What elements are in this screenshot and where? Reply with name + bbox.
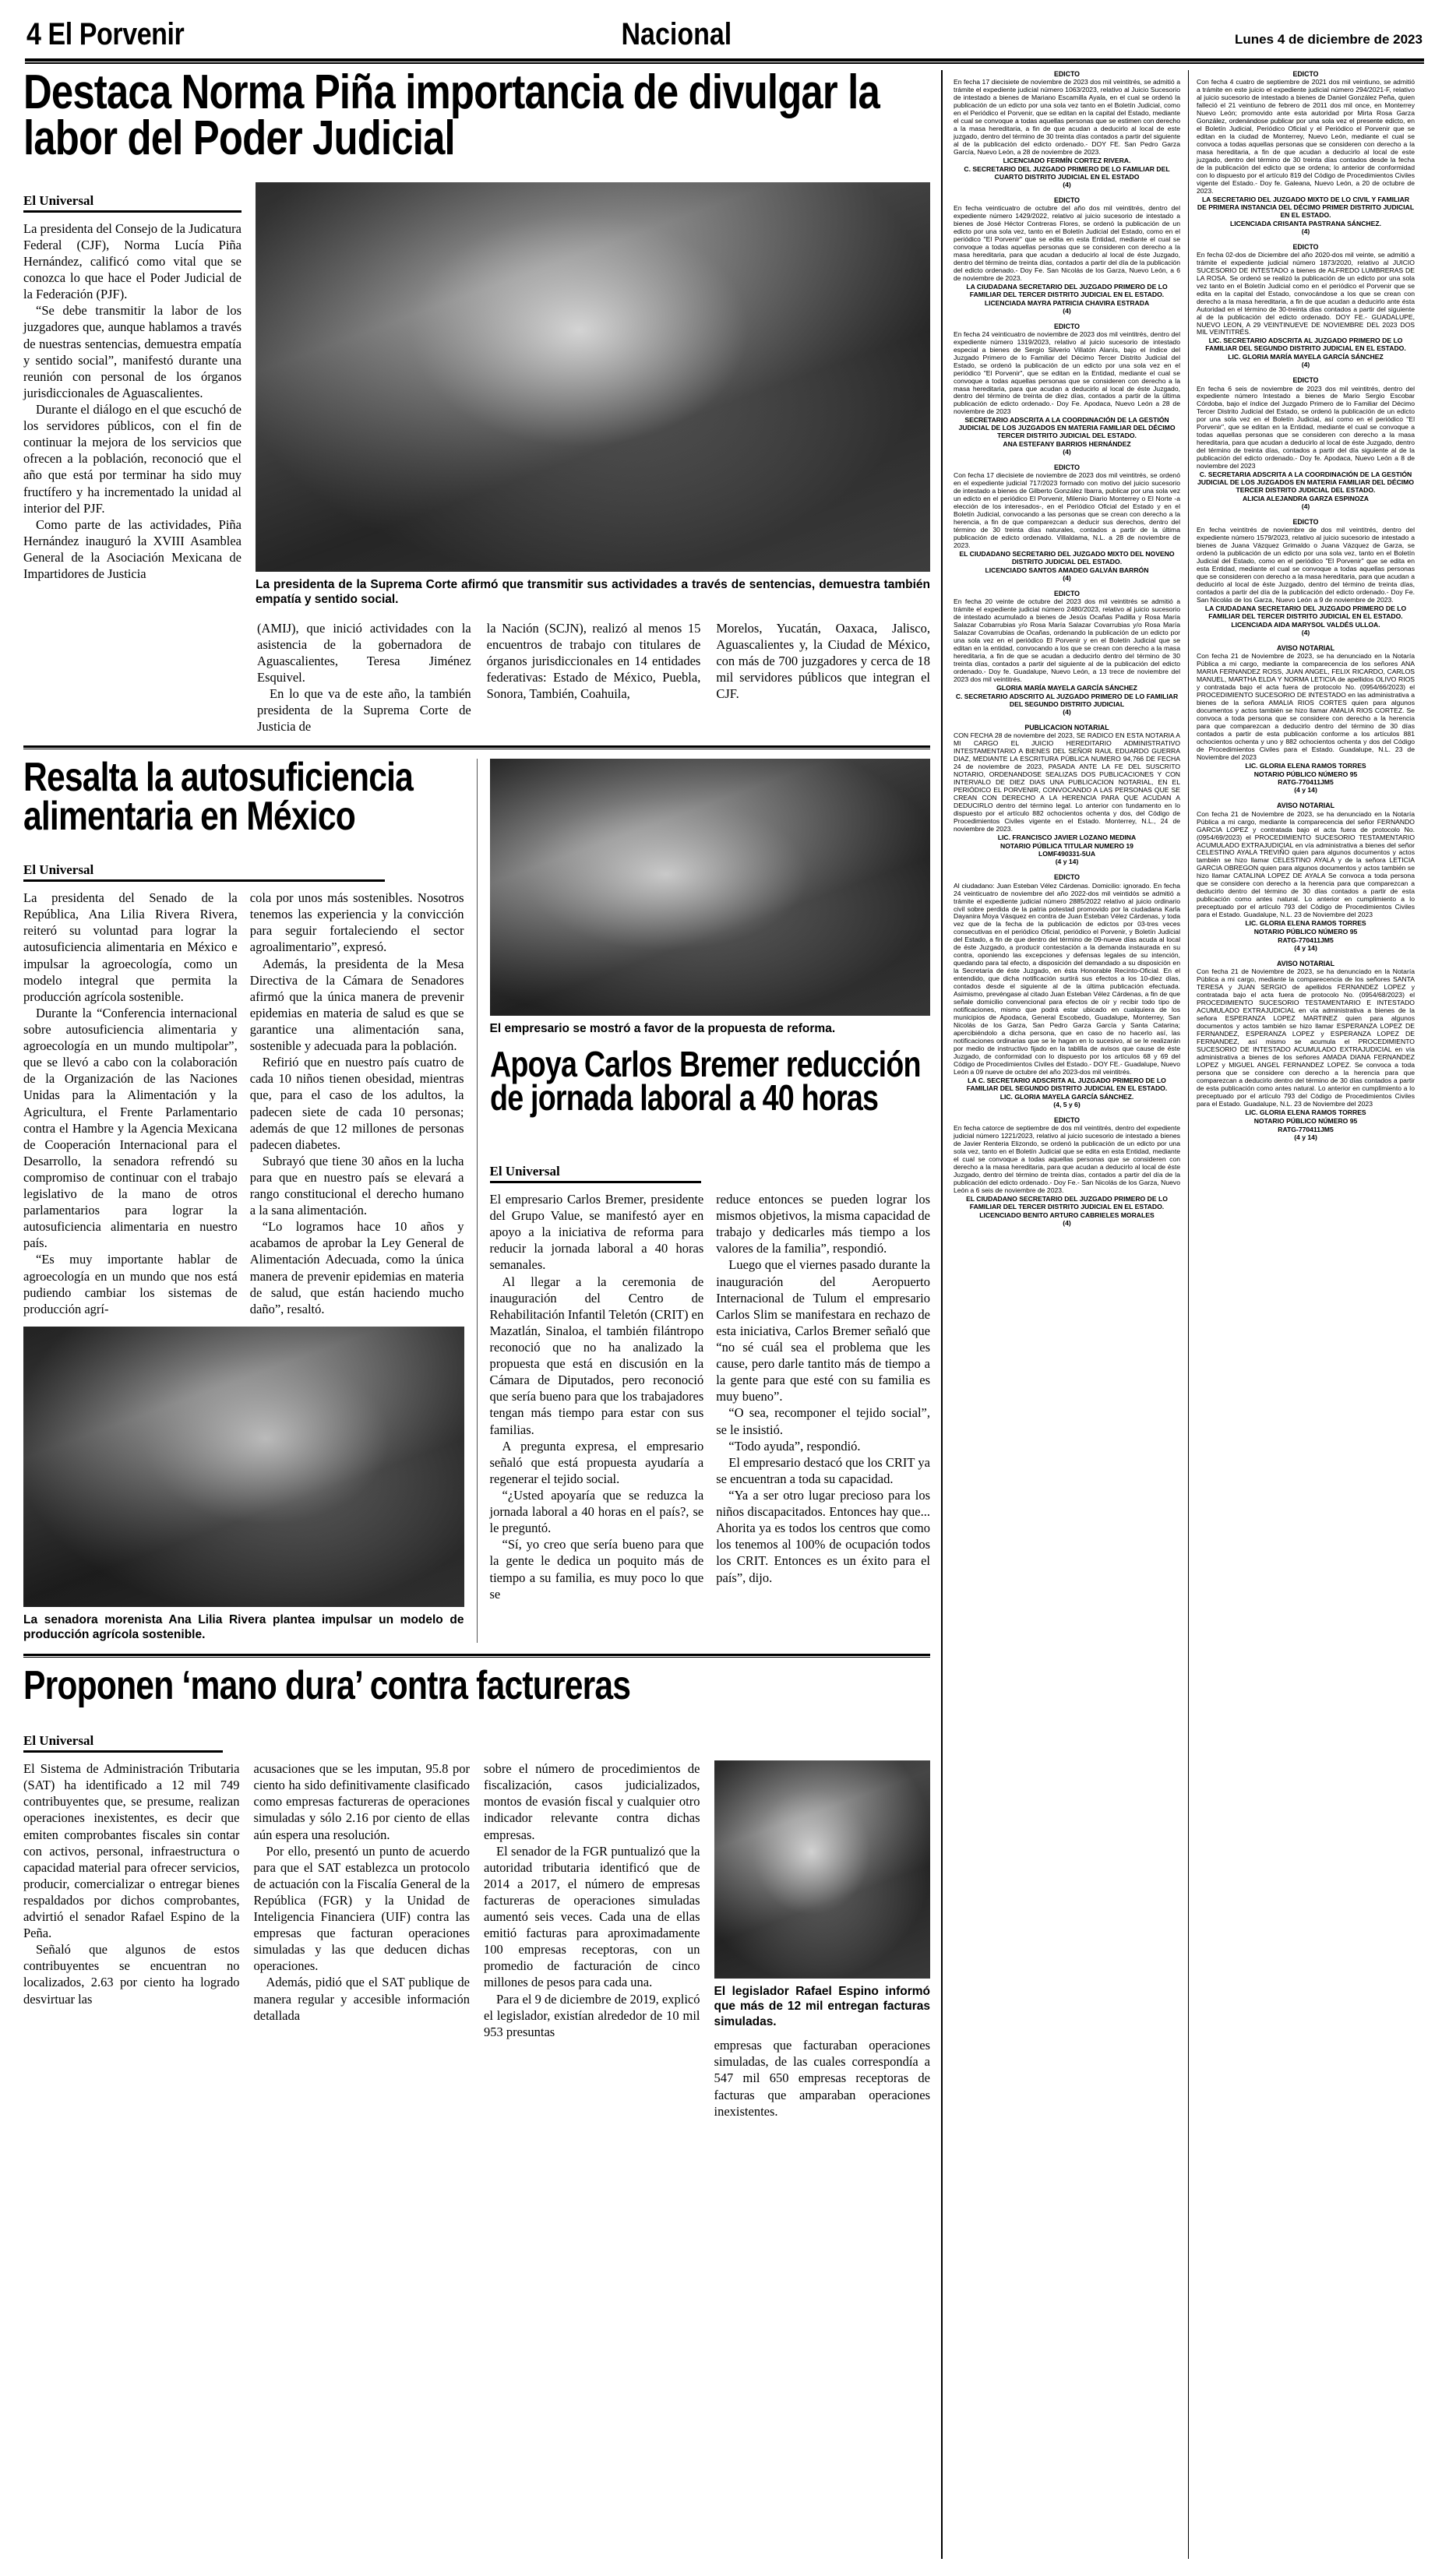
paragraph: El Sistema de Administración Tributaria (SAT) ha identificado a 12 mil 749 contribuyentes que, se presume, realizan operaciones inexistentes, es decir que emiten comprobantes fiscales sin contar con activos, personal, infraestructura o capacidad material para ofrecer servicios, producir, comercializar o entregar bienes respaldados por dichos comprobantes, advirtió el senador Rafael Espino de la Peña. (23, 1761, 240, 1941)
edict-notice (954, 724, 1180, 867)
article-alimentaria-col1 (23, 890, 238, 1317)
edict-title: EDICTO (1053, 463, 1081, 472)
paragraph: Luego que el viernes pasado durante la inauguración del Aeropuerto Internacional de Tulum el empresario Carlos Slim se manifestara en rechazo de esta iniciativa, Carlos Bremer señaló que “no sé cuál sea el problema que les cause, pero darle tantito más de tiempo a la gente para que esté con su familia es muy bueno”. (716, 1257, 930, 1404)
edict-notice (954, 463, 1180, 583)
edict-column-1 (954, 70, 1180, 2559)
edict-body: CON FECHA 28 de noviembre del 2023, SE RADICO EN ESTA NOTARIA A MI CARGO EL JUICIO HEREDITARIO ADMINISTRATIVO INTESTAMENTARIO A BIENES DEL SEÑOR RAUL EDUARDO GUERRA DIAZ, MEDIANTE LA ESCRITURA PÚBLICA NUMERO 94,766 DE FECHA 24 de noviembre de 2023, PASADA ANTE LA FE DEL SUSCRITO NOTARIO, ORDENANDOSE SEALIZAS DOS PUBLICACIONES Y CON INTERVALO DE DIEZ DIAS UNA PUBLICACION NOTARIAL, EN EL PERIÓDICO EL PORVENIR, CONVOCANDO A LAS PERSONAS QUE SE CREAN CON DERECHO A LA HERENCIA PARA QUE ACUDAN A DEDUCIRLO dentro del término legal. Lo anterior con fundamento en lo dispuesto por el artículo 882 ochocientos ochenta y dos, del Código de Procedimientos Civiles vigente en el Estado. Monterrey, N.L., 24 de noviembre de 2023. (954, 731, 1180, 833)
edict-signature: LICENCIADA CRISANTA PASTRANA SÁNCHEZ. (1230, 219, 1381, 227)
paragraph: sobre el número de procedimientos de fiscalización, casos judicializados, montos de evasión fiscal y cualquier otro indicador relevante contra dichas empresas. (484, 1761, 700, 1842)
edict-title: EDICTO (1053, 590, 1081, 597)
edict-body: Con fecha 17 diecisiete de noviembre de 2023 dos mil veintitrés, se ordenó en el expediente judicial 717/2023 formado con motivo del juicio sucesorio de intestado a bienes de Gilberto González Ibarra, publicar por una sola vez un edicto en el periódico El Porvenir, Milenio Diario Monterrey o El Norte -a elección de los interesados-, en el Periódico Oficial del Estado y en el Boletín Judicial, convocando a las personas que se crean con derecho a la herencia, a fin de que comparezcan a deducir sus derechos, dentro del término de 30 treinta días naturales, contados a partir de la última publicación de edicto ordenado. Villaldama, N.L. a 28 de noviembre de 2023. (954, 471, 1180, 550)
paragraph: “O sea, recomponer el tejido social”, se le insistió. (716, 1405, 930, 1437)
edict-number: (4) (1063, 1218, 1071, 1227)
edict-notice (954, 590, 1180, 717)
paragraph: la Nación (SCJN), realizó al menos 15 encuentros de trabajo con titulares de órganos jurisdiccionales en 14 entidades federativas: Estado de México, Puebla, Sonora, También, Coahuila, (486, 620, 701, 701)
paragraph: El senador de la FGR puntualizó que la autoridad tributaria identificó que de 2014 a 2017, el número de empresas factureras de operaciones simuladas aumentó seis veces. Cada una de ellas emitió facturas para aproximadamente 100 empresas receptoras, con un promedio de facturación de cinco millones de pesos para cada una. (484, 1843, 700, 1990)
article-facturera-caption: El legislador Rafael Espino informó que más de 12 mil entregan facturas simuladas. (714, 1985, 930, 2028)
edict-body: Con fecha 21 de Noviembre de 2023, se ha denunciado en la Notaría Pública a mi cargo, mediante la comparecencia de los señores ANA MARIA FERNANDEZ ROSS, JUAN ANGEL, FELIX RICARDO, CARLOS MANUEL, MARTHA ELDA Y NORMA LETICIA de apellidos OLIVO RIOS y contratada bajo el acta fuera de protocolo No. (0954/66/2023) el PROCEDIMIENTO SUCESORIO DE INTESTADO en las administrativa a bienes de la señora AMALIA RIOS CORTES quien para algunos documentos y actos también se hizo llamar AMALIA RIOS CORTEZ. Se convoca a toda persona que se considere con derecho a la herencia para que comparezcan a deducirlo dentro del término de 30 días contados a partir de esta publicación conforme a los artículos 881 ochocientos ochenta y uno y 882 ochocientos ochenta y dos del Código de Procedimientos Civiles para el Estado. Guadalupe, N.L. 23 de Noviembre del 2023 (1197, 651, 1415, 761)
edict-signature: NOTARIO PÚBLICO NÚMERO 95 (1253, 770, 1358, 778)
paragraph: Para el 9 de diciembre de 2019, explicó el legislador, existían alrededor de 10 mil 953 presuntas (484, 1991, 700, 2039)
edict-title: AVISO NOTARIAL (1277, 643, 1334, 652)
paragraph: empresas que facturaban operaciones simuladas, de las cuales correspondía a 547 mil 650 empresas receptoras de facturas que amparaban operaciones inexistentes. (714, 2038, 930, 2119)
paragraph: Refirió que en nuestro país cuatro de cada 10 niños tienen obesidad, mientras que, para el caso de los adultos, la padecen siete de cada 10 personas; además de que 12 millones de personas padecen diabetes. (249, 1055, 464, 1152)
article-pina-col4 (716, 620, 930, 735)
paragraph: El empresario destacó que los CRIT ya se encuentran a toda su capacidad. (716, 1454, 930, 1486)
edict-body: Con fecha 21 de Noviembre de 2023, se ha denunciado en la Notaría Pública a mi cargo, mediante la comparecencia de los señores SANTA TERESA y JUAN SERGIO de apellidos FERNANDEZ LOPEZ y contratada bajo el acta fuera de protocolo No. (0954/68/2023) el PROCEDIMIENTO SUCESORIO TESTAMENTARIO E INTESTADO ACUMULADO EXTRAJUDICIAL en vía administrativa a bienes de la señora ESPERANZA LOPEZ MARTINEZ quien para algunos documentos y actos también se hizo llamar ESPERANZA LOPEZ DE FERNANDEZ, ESPERANZA LOPEZ y ESPERANZA LOPEZ DE FERNANDEZ, así mismo se acumula el PROCEDIMIENTO SUCESORIO DE INTESTADO ACUMULADO EXTRAJUDICIAL en vía administrativa a bienes de los señores AMADA DIANA FERNANDEZ LOPEZ y MIGUEL ANGEL FERNANDEZ LOPEZ. Se convoca a toda persona que se considere con derecho a la herencia para que comparezcan a deducirlo dentro del término de 30 días contados a partir de esta publicación como antes natural. Lo anterior en cumplimiento a lo preceptuado por el artículo 793 del Código de Procedimientos Civiles para el Estado. Guadalupe, N.L. 23 de Noviembre del 2023 (1197, 967, 1415, 1108)
edict-signature: EL CIUDADANO SECRETARIO DEL JUZGADO MIXTO DEL NOVENO DISTRITO JUDICIAL DEL ESTADO. (959, 550, 1175, 566)
paragraph: Por ello, presentó un punto de acuerdo para que el SAT establezca un protocolo de actuación con la Fiscalía General de la República (FGR) y la Unidad de Inteligencia Financiera (UIF) contra las empresas que facturan operaciones simuladas y las que deducen dichas operaciones. (253, 1843, 470, 1974)
edict-body: En fecha veintitrés de noviembre de dos mil veintitrés, dentro del expediente número 1579/2023, relativo al juicio sucesorio de intestado a bienes de Juana Vázquez Grimaldo o Juana Vázquez de Garza, se ordenó la publicación de un edicto por una sola vez, tanto en el Boletín Judicial del Estado, como en el periódico "El Porvenir" que se edita en esta Entidad, mediante el cual se convoque a todas aquellas personas que se consideren con derecho a la masa hereditaria, para que acudan a deducirlo al local de éste Juzgado, dentro del término de treinta días, contados a partir del día de la publicación del edicto ordenado.- Doy Fe. San Nicolás de los Garza, Nuevo León a 9 de noviembre de 2023. (1197, 526, 1415, 604)
edict-body: En fecha 17 diecisiete de noviembre de 2023 dos mil veintitrés, se admitió a trámite el expediente judicial número 1063/2023, relativo al Juicio Sucesorio de intestado a bienes de Mariano Escamilla Ayala, en el cual se ordenó la publicación de un edicto por una sola vez tanto en el Boletín Judicial, como en el Periódico el Porvenir, que se editan en la capital del Estado, mediante el cual se convoque a todas aquellas personas que se estimen con derecho a la masa hereditaria, a fin de que acudan a deducirlo al local de este juzgado, dentro del término de 30 treinta días contados a partir del siguiente al de la publicación del edicto ordenado.- DOY FE. San Pedro Garza García, Nuevo León, a 28 de noviembre de 2023. (954, 78, 1180, 156)
paragraph: En lo que va de este año, la también presidenta de la Suprema Corte de Justicia de (257, 685, 471, 735)
edict-signature: C. SECRETARIO ADSCRITO AL JUZGADO PRIMERO DE LO FAMILIAR DEL SEGUNDO DISTRITO JUDICIAL (955, 692, 1179, 708)
section-title: Nacional (621, 17, 732, 51)
paragraph: Durante la “Conferencia internacional sobre autosuficiencia alimentaria y agroecología en un mundo multipolar”, que se llevó a cabo con la colaboración de la Organización de las Naciones Unidas para la Alimentación y la Agricultura, el Frente Parlamentario contra el Hambre y la Agencia Mexicana de Cooperación Internacional para el Desarrollo, la senadora refrendó su compromiso de continuar con el trabajo legislativo de la mano de otros parlamentarios para lograr la autosuficiencia alimentaria en nuestro país. (23, 1005, 238, 1251)
article-bremer-col2 (716, 1191, 930, 1602)
article-bremer-col1 (490, 1191, 704, 1602)
article-bremer-photo (490, 759, 931, 1016)
edict-notice (954, 873, 1180, 1108)
edict-signature: LIC. GLORIA ELENA RAMOS TORRES (1245, 1108, 1366, 1116)
edict-number: (4) (1063, 180, 1071, 189)
edict-notice (1197, 644, 1415, 795)
edict-title: EDICTO (1053, 196, 1081, 204)
edict-number: (4) (1063, 448, 1071, 456)
article-alimentaria-caption: La senadora morenista Ana Lilia Rivera plantea impulsar un modelo de producción agrícola sostenible. (23, 1612, 464, 1642)
article-pina (23, 65, 931, 735)
article-facturera-photo (714, 1760, 931, 1979)
paragraph: Al llegar a la ceremonia de inauguración del Centro de Rehabilitación Infantil Teletón (CRIT) en Mazatlán, Sinaloa, el también filántropo reconoció que no ha analizado la propuesta que está en discusión en la Cámara de Diputados, pero reconoció que sería bueno para que los trabajadores tengan más tiempo para estar con sus familias. (489, 1274, 704, 1437)
edict-notice (1197, 960, 1415, 1142)
edict-title: EDICTO (1053, 70, 1081, 78)
paragraph: (AMIJ), que inició actividades con la asistencia de la gobernadora de Aguascalientes, Teresa Jiménez Esquivel. (257, 620, 471, 685)
edict-signature: LICENCIADO SANTOS AMADEO GALVÁN BARRÓN (985, 566, 1149, 575)
paragraph: Como parte de las actividades, Piña Hernández inauguró la XVIII Asamblea General de la Asociación Mexicana de Impartidores de Justicia (23, 516, 242, 582)
section-separator-2 (23, 1654, 930, 1658)
edict-signature: LIC. GLORIA ELENA RAMOS TORRES (1245, 919, 1366, 928)
paragraph: Además, la presidenta de la Mesa Directiva de la Cámara de Senadores afirmó que la única manera de prevenir epidemias en materia de salud es que se garantice una alimentación sana, sostenible y adecuada para la población. (249, 956, 464, 1054)
article-bremer-byline: El Universal (490, 1164, 701, 1183)
article-alimentaria (23, 755, 464, 1642)
edict-signature: GLORIA MARÍA MAYELA GARCÍA SÁNCHEZ (996, 683, 1137, 692)
edict-number: (4 y 14) (1055, 858, 1079, 866)
edict-signature: LICENCIADA MAYRA PATRICIA CHAVIRA ESTRADA (984, 298, 1150, 307)
article-bremer-caption: El empresario se mostró a favor de la propuesta de reforma. (489, 1022, 836, 1036)
edict-number: (4, 5 y 6) (1053, 1100, 1081, 1108)
edict-title: EDICTO (1292, 242, 1319, 251)
article-facturera-col4 (714, 2037, 931, 2120)
edict-notice (954, 1116, 1180, 1228)
paragraph: “Lo logramos hace 10 años y acabamos de aprobar la Ley General de Alimentación Adecuada, como la única manera de prevenir epidemias en materia de salud, que están haciendo mucho daño”, resaltó. (249, 1219, 464, 1316)
edict-notice (1197, 802, 1415, 953)
edict-signature: LA CIUDADANA SECRETARIO DEL JUZGADO PRIMERO DE LO FAMILIAR DEL TERCER DISTRITO JUDICIAL EN EL ESTADO. (966, 282, 1168, 298)
edict-notice (1197, 243, 1415, 370)
edict-body: Con fecha 21 de Noviembre de 2023, se ha denunciado en la Notaría Pública a mi cargo, mediante la comparecencia del señor FERNANDO GARCIA LOPEZ y contratada bajo el acta fuera de protocolo No. (0954/69/2023) el PROCEDIMIENTO SUCESORIO TESTAMENTARIO ACUMULADO EXTRAJUDICIAL en vía administrativa a bienes del señor CELESTINO AYALA TREVIÑO quien para algunos documentos y actos también se hizo llamar CELESTINO AYALA y de la señora LETICIA GARCIA OBREGON quien para algunos documentos y actos también se hizo llamar CATALINA LOPEZ DE AYALA Se convoca a toda persona que se considere con derecho a la herencia para que comparezcan a deducirlo dentro del término de 30 días contados a partir de esta publicación como antes natural. Lo anterior en cumplimiento a lo preceptuado por el artículo 793 del Código de Procedimientos Civiles para el Estado. Guadalupe, N.L. 23 de Noviembre del 2023 (1197, 809, 1415, 919)
edict-number: (4) (1301, 628, 1310, 636)
section-separator (23, 745, 930, 749)
edict-number: (4 y 14) (1294, 786, 1317, 795)
edict-title: EDICTO (1053, 873, 1081, 882)
paragraph: “Es muy importante hablar de agroecología en un mundo que nos está pudiendo cambiar los sistemas de producción agrí- (23, 1252, 238, 1316)
edict-body: En fecha 02-dos de Diciembre del año 2020-dos mil veinte, se admitió a trámite el expediente judicial número 1873/2020, relativo al JUICIO SUCESORIO DE INTESTADO a bienes de ALFREDO LUMBRERAS DE LA ROSA. Se ordenó se realizó la publicación de un edicto por una sola vez tanto en el Boletín Judicial como en el periódico el Porvenir que se edita en la capital del Estado, convocándose a los que se crean con derecho a la masa hereditaria, a fin de que acudan a deducirlo ante ésta Autoridad en el término de 30-treinta días contados a partir del siguiente al de la publicación del edicto ordenado. DOY FE.- GUADALUPE, NUEVO LEON, A 29 VEINTINUEVE DE NOVIEMBRE DEL 2023 DOS MIL VEINTITRÉS. (1197, 250, 1415, 337)
edict-number: (4) (1301, 361, 1310, 369)
edict-number: (4) (1063, 306, 1071, 315)
article-pina-col1 (23, 220, 242, 582)
edict-number: (4) (1063, 574, 1071, 583)
edict-number: (4 y 14) (1294, 1133, 1317, 1141)
edict-body: En fecha 20 veinte de octubre del 2023 dos mil veintitrés se admitió a trámite el expediente judicial número 2480/2023, relativo al juicio sucesorio de intestado acumulado a bienes de Jesús Ocañas Padilla y Rosa María Salazar Cobarrubias y/o Rosa María Salazar Covarrubias y/o Rosa María Salazar Covarrubias de Ocañas, ordenando la publicación de un edicto por una sola vez en el periódico El Porvenir y en el Boletín Judicial que se editan en la entidad, convocando a los que se crean con derecho a la masa hereditaria, a fin de que se acudan a deducirlo dentro del término de 30 treinta días, contados a partir del siguiente al de la publicación del edicto ordenado.- Doy fe. Guadalupe, Nuevo León, a 13 trece de noviembre del 2023 dos mil veintitrés. (954, 597, 1180, 683)
paragraph: reduce entonces se pueden lograr los mismos objetivos, la misma capacidad de trabajo y dedicarles más tiempo a los valores de la familia”, respondió. (716, 1192, 930, 1256)
edict-notice (954, 196, 1180, 315)
paragraph: Morelos, Yucatán, Oaxaca, Jalisco, Aguascalientes y, la Ciudad de México, con más de 700 juzgadores y cerca de 18 mil servidores públicos que integran el CJF. (716, 620, 931, 701)
edict-signature: NOTARIO PÚBLICA TITULAR NUMERO 19 (1000, 841, 1133, 850)
edict-signature: C. SECRETARIO DEL JUZGADO PRIMERO DE LO FAMILIAR DEL CUARTO DISTRITO JUDICIAL EN EL ESTADO (964, 164, 1170, 181)
edict-number: (4) (1301, 227, 1310, 235)
edict-signature: RATG-770411JM5 (1278, 778, 1334, 787)
page-body (23, 65, 1426, 2559)
edict-signature: LA SECRETARIO DEL JUZGADO MIXTO DE LO CIVIL Y FAMILIAR DE PRIMERA INSTANCIA DEL DÉCIMO PRIMER DISTRITO JUDICIAL EN EL ESTADO. (1197, 195, 1415, 219)
edict-signature: SECRETARIO ADSCRITA A LA COORDINACIÓN DE LA GESTIÓN JUDICIAL DE LOS JUZGADOS EN MATERIA FAMILIAR DEL DÉCIMO TERCER DISTRITO JUDICIAL DEL ESTADO. (958, 416, 1176, 440)
edict-signature: ANA ESTEFANY BARRIOS HERNÁNDEZ (1003, 440, 1131, 449)
paragraph: “Todo ayuda”, respondió. (728, 1438, 861, 1454)
article-facturera-headline: Proponen ‘mano dura’ contra factureras (23, 1662, 631, 1708)
page-number-and-name: 4 El Porvenir (26, 17, 185, 51)
edict-signature: EL CIUDADANO SECRETARIO DEL JUZGADO PRIMERO DE LO FAMILIAR DEL TERCER DISTRITO JUDICIAL EN EL ESTADO. (966, 1194, 1168, 1210)
edict-title: EDICTO (1292, 70, 1319, 78)
edict-signature: LIC. SECRETARIO ADSCRITA AL JUZGADO PRIMERO DE LO FAMILIAR DEL SEGUNDO DISTRITO JUDICIAL EN EL ESTADO. (1205, 337, 1406, 353)
edict-title: AVISO NOTARIAL (1277, 960, 1334, 968)
legal-notices-rail (943, 70, 1426, 2559)
edict-signature: C. SECRETARIA ADSCRITA A LA COORDINACIÓN DE LA GESTIÓN JUDICIAL DE LOS JUZGADOS EN MATERIA FAMILIAR DEL DÉCIMO TERCER DISTRITO JUDICIAL DEL ESTADO. (1197, 470, 1415, 495)
edict-signature: LICENCIADA AIDA MARYSOL VALDÉS ULLOA. (1231, 620, 1380, 629)
paragraph: Subrayó que tiene 30 años en la lucha para que en nuestro país se elevará a rango constitucional el derecho humano a la sana alimentación. (249, 1153, 464, 1218)
edict-signature: LIC. GLORIA MAYELA GARCÍA SÁNCHEZ. (999, 1092, 1134, 1101)
edict-signature: LIC. FRANCISCO JAVIER LOZANO MEDINA (997, 833, 1137, 841)
edict-number: (4) (1063, 707, 1071, 716)
paragraph: cola por unos más sostenibles. Nosotros tenemos las experiencia y la convicción para seguir fortaleciendo el sector agroalimentario”, expresó. (249, 890, 464, 955)
article-facturera-col2 (254, 1760, 471, 2120)
edict-signature: LOMF490331-5UA (1038, 850, 1096, 858)
edict-notice (954, 322, 1180, 457)
edict-signature: LA C. SECRETARIO ADSCRITA AL JUZGADO PRIMERO DE LO FAMILIAR DEL SEGUNDO DISTRITO JUDICIAL EN EL ESTADO. (966, 1076, 1168, 1092)
edict-title: EDICTO (1292, 518, 1319, 527)
paragraph: acusaciones que se les imputan, 95.8 por ciento ha sido definitivamente clasificado como empresas factureras de operaciones simuladas y sólo 2.16 por ciento de ellas aún espera una resolución. (253, 1761, 470, 1842)
article-facturera (23, 1662, 930, 2120)
publication-date: Lunes 4 de diciembre de 2023 (1235, 32, 1423, 47)
paragraph: Además, pidió que el SAT publique de manera regular y accesible información detallada (253, 1975, 470, 2023)
article-bremer (477, 759, 931, 1642)
edict-signature: LA CIUDADANA SECRETARIO DEL JUZGADO PRIMERO DE LO FAMILIAR DEL TERCER DISTRITO JUDICIAL EN EL ESTADO. (1204, 604, 1407, 620)
edict-notice (1197, 376, 1415, 511)
paragraph: A pregunta expresa, el empresario señaló que está propuesta ayudaría a regenerar el tejido social. (489, 1438, 704, 1486)
edict-title: PUBLICACION NOTARIAL (1024, 723, 1109, 731)
paragraph: Señaló que algunos de estos contribuyentes se encuentran no localizados, 2.63 por ciento ha logrado desvirtuar las (23, 1942, 240, 2007)
edict-body: Al ciudadano: Juan Esteban Vélez Cárdenas. Domicilio: ignorado. En fecha 24 veinticuatro de noviembre del año 2022-dos mil veintidós se admitió a trámite el expediente judicial número 2885/2022 relativo al juicio ordinario civil sobre perdida de la patria potestad promovido por la ciudadana Karla Dayanira Moya Vásquez en contra de Juan Esteban Vélez Cárdenas, y toda vez que de la fecha de la publicación de edictos por 03-tres veces consecutivas en el periódico Oficial, periódico el Porvenir, y Boletín Judicial del Estado, a fin de que dentro del término de 09-nueve días acuda al local de éste Juzgado, a producir contestación a la demanda instaurada en su contra, oponiendo las excepciones y defensas legales de su intención, quedando para tal efecto, a disposición del demandado a su disposición en la Secretaría de éste Juzgado, en ésta Honorable Recinto-Oficial. En el entendido, que dicha notificación surtirá sus efectos a los 10-diez días, contados desde el siguiente al de la última publicación efectuada. Asimismo, prevéngase al citado Juan Esteban Vélez Cárdenas, a fin de que señale domicilio convencional para efectos de oír y recibir todo tipo de notificaciones, mismo que podrá estar ubicado en cualquiera de los municipios de Apodaca, General Escobedo, Guadalupe, Monterrey, San Nicolás de los Garza, San Pedro Garza García y Santa Catarina; apercibiéndolo a dicha persona, que en caso de no hacerlo así, las notificaciones ordinarias que se le hagan en lo sucesivo, al se le realizarán por medio de instructivo fijado en la tablilla de avisos que cause de éste Juzgado, de conformidad con lo dispuesto por los artículos 68 y 69 del Código de Procedimientos Civiles del Estado.- DOY FE.- Guadalupe, Nuevo León a 09 nueve de octubre del año 2023-dos mil veintitrés. (954, 881, 1180, 1076)
editorial-area (23, 65, 943, 2559)
paragraph: “¿Usted apoyaría que se reduzca la jornada laboral a 40 horas en el país?, se le preguntó. (489, 1488, 704, 1536)
edict-body: Con fecha 4 cuatro de septiembre de 2021 dos mil veintiuno, se admitió a trámite en este juicio el expediente judicial número 294/2021-F, relativo al juicio sucesorio de intestado a bienes de Daniel González Peña, quien falleció el 21 veintiuno de febrero de 2011 dos mil once, en Monterrey Nuevo León; promovido ante esta autoridad por Mirta Rosa Garza González, ordenándose publicar por una sola vez el presente edicto, en el Boletín Judicial, Periódico Oficial y el Periódico el Porvenir que se editan en la ciudad de Monterrey, Nuevo León, mediante el cual se convoca a todas aquellas personas que se consideren con derecho a la masa hereditaria, a fin de que acudan a deducirlo al local de este juzgado, dentro del término de 30 treinta días contados desde la fecha de la publicación del edicto que se ordena; lo anterior de conformidad con lo dispuesto por el artículo 819 del Código de Procedimientos Civiles vigente del Estado.- Doy fe. Galeana, Nuevo León, a 20 de octubre de 2023. (1197, 78, 1415, 195)
edict-body: En fecha 24 veinticuatro de noviembre de 2023 dos mil veintitrés, dentro del expediente número 1319/2023, relativo al juicio sucesorio de intestado especial a bienes de Sergio Silverio Villatón Alanís, bajo el índice del Juzgado Primero de lo Familiar del Décimo Tercer Distrito Judicial del Estado, se ordenó la publicación de un edicto por una sola vez en el periódico "El Porvenir", que se editan en la Entidad, mediante el cual se convoque a todas aquellas personas que se consideren con derecho a la masa hereditaria, para que acudan a deducirlo al local de éste Juzgado, dentro del término de treinta de diez días, contados a partir de la última publicación de edicto ordenado.- Doy Fe. Apodaca, Nuevo León a 28 de noviembre de 2023 (954, 329, 1180, 416)
edict-number: (4 y 14) (1294, 944, 1317, 953)
article-bremer-headline: Apoya Carlos Bremer reducción de jornada laboral a 40 horas (489, 1043, 921, 1119)
article-pina-col3 (487, 620, 701, 735)
article-facturera-col1 (23, 1760, 240, 2120)
edict-signature: LICENCIADO FERMÍN CORTEZ RIVERA. (1003, 156, 1131, 164)
edict-signature: NOTARIO PÚBLICO NÚMERO 95 (1253, 1116, 1358, 1125)
edict-signature: RATG-770411JM5 (1278, 936, 1334, 945)
article-alimentaria-col2 (250, 890, 464, 1317)
paragraph: La presidenta del Consejo de la Judicatura Federal (CJF), Norma Lucía Piña Hernández, calificó como vital que se conozca lo que hace el Poder Judicial de la Federación (PJF). (23, 220, 242, 302)
article-pina-byline: El Universal (23, 193, 242, 213)
edict-signature: RATG-770411JM5 (1278, 1125, 1334, 1133)
edict-notice (1197, 70, 1415, 236)
article-pina-col2 (257, 620, 471, 735)
edict-body: En fecha veinticuatro de octubre del año dos mil veintitrés, dentro del expediente número 1429/2022, relativo al juicio sucesorio de intestado a bienes de José Héctor Contreras Flores, se ordenó la publicación de un edicto por una sola vez, tanto en el Boletín Judicial del Estado, como en el periódico "El Porvenir" que se edita en esta Entidad, mediante el cual se convoque a todas aquellas personas que se consideren con derecho a la masa hereditaria, para que acudan a deducirlo al local de éste Juzgado, dentro del término de treinta días, contados a partir del día de la publicación del edicto ordenado.- Doy Fe. San Nicolás de los Garza, Nuevo León, a 6 de noviembre de 2023. (954, 203, 1180, 282)
edict-signature: NOTARIO PÚBLICO NÚMERO 95 (1253, 928, 1358, 936)
masthead (23, 17, 1426, 55)
edict-title: EDICTO (1053, 1115, 1081, 1124)
edict-column-2 (1188, 70, 1415, 2559)
paragraph: “Ya a ser otro lugar precioso para los niños discapacitados. Entonces hay que... Ahorita ya es todos los centros que como los tenemos al 100% de ocupación todos los CRIT. Entonces es un éxito para el país”, dijo. (716, 1488, 930, 1585)
article-facturera-col3 (484, 1760, 700, 2120)
article-alimentaria-headline: Resalta la autosuficiencia alimentaria en México (23, 755, 414, 839)
paragraph: “Se debe transmitir la labor de los juzgadores que, aunque hablamos a través de nuestras sentencias, demuestra empatía y sentido social”, manifestó durante una reunión con personal de los órganos jurisdiccionales de Aguascalientes. (23, 303, 242, 400)
edict-signature: LICENCIADO BENITO ARTURO CABRIELES MORALES (979, 1210, 1155, 1219)
edict-signature: ALICIA ALEJANDRA GARZA ESPINOZA (1242, 495, 1369, 503)
masthead-rule (25, 58, 1424, 64)
edict-signature: LIC. GLORIA MARÍA MAYELA GARCÍA SÁNCHEZ (1228, 353, 1384, 361)
paragraph: El empresario Carlos Bremer, presidente del Grupo Value, se manifestó ayer en apoyo a la iniciativa de reforma para reducir la jornada laboral a 40 horas semanales. (489, 1192, 704, 1273)
mid-section (23, 755, 930, 1642)
article-alimentaria-byline: El Universal (23, 862, 385, 882)
edict-body: En fecha catorce de septiembre de dos mil veintitrés, dentro del expediente judicial número 1221/2023, relativo al juicio sucesorio de intestado a bienes de Javier Renteria Elizondo, se ordenó la publicación de un edicto por una sola vez, tanto en el Boletín Judicial que se edita en esta Entidad, mediante el cual se convoque a todas aquellas personas que se consideren con derecho a la masa hereditaria, para que acudan a deducirlo al local de éste Juzgado, dentro del término de treinta días, contados a partir del día de la publicación del edicto ordenado.- Doy Fe.- San Nicolás de los Garza, Nuevo León a 6 seis de noviembre de 2023. (954, 1123, 1180, 1194)
paragraph: Durante el diálogo en el que escuchó de los servidores públicos, con el fin de continuar la mejora de los servicios que ofrecen a la población, reconoció que el año que está por terminar ha sido muy fructífero y ha incrementado la unidad al interior del PJF. (23, 401, 242, 516)
article-pina-photo (256, 182, 930, 572)
edict-notice (954, 70, 1180, 189)
article-pina-headline: Destaca Norma Piña importancia de divulgar la labor del Poder Judicial (23, 65, 880, 165)
edict-title: EDICTO (1292, 376, 1319, 385)
article-alimentaria-photo (23, 1327, 464, 1607)
paragraph: “Sí, yo creo que sería bueno para que la gente le dedica un poquito más de tiempo a su familia, es muy poco lo que se (489, 1537, 704, 1602)
paragraph: La presidenta del Senado de la República, Ana Lilia Rivera Rivera, reiteró su voluntad para lograr la autosuficiencia alimentaria en México e impulsar la agroecología, como un modelo integral que permita la producción agrícola sostenible. (23, 890, 238, 1004)
edict-body: En fecha 6 seis de noviembre de 2023 dos mil veintitrés, dentro del expediente número Intestado a bienes de Mario Sergio Escobar Córdoba, bajo el índice del Juzgado Primero de lo Familiar del Décimo Tercer Distrito Judicial del Estado, se ordenó la publicación de un edicto por una sola vez en el Boletín Judicial, así como en el periódico "El Porvenir", que se editan en la Entidad, mediante el cual se convoque a todas aquellas personas que se consideren con derecho a la masa hereditaria, para que acudan a deducirlo al local de éste Juzgado, dentro del término de treinta días, contados a partir del día siguiente al de la publicación del edicto ordenado.- Doy fe. Apodaca, Nuevo León a 8 de noviembre del 2023 (1197, 384, 1415, 470)
edict-notice (1197, 518, 1415, 637)
edict-title: AVISO NOTARIAL (1277, 802, 1334, 810)
article-pina-caption: La presidenta de la Suprema Corte afirmó que transmitir sus actividades a través de sentencias, demuestra también empatía y sentido social. (256, 577, 930, 607)
article-facturera-byline: El Universal (23, 1733, 223, 1753)
edict-signature: LIC. GLORIA ELENA RAMOS TORRES (1245, 761, 1366, 770)
edict-title: EDICTO (1053, 322, 1081, 330)
edict-number: (4) (1301, 502, 1310, 511)
